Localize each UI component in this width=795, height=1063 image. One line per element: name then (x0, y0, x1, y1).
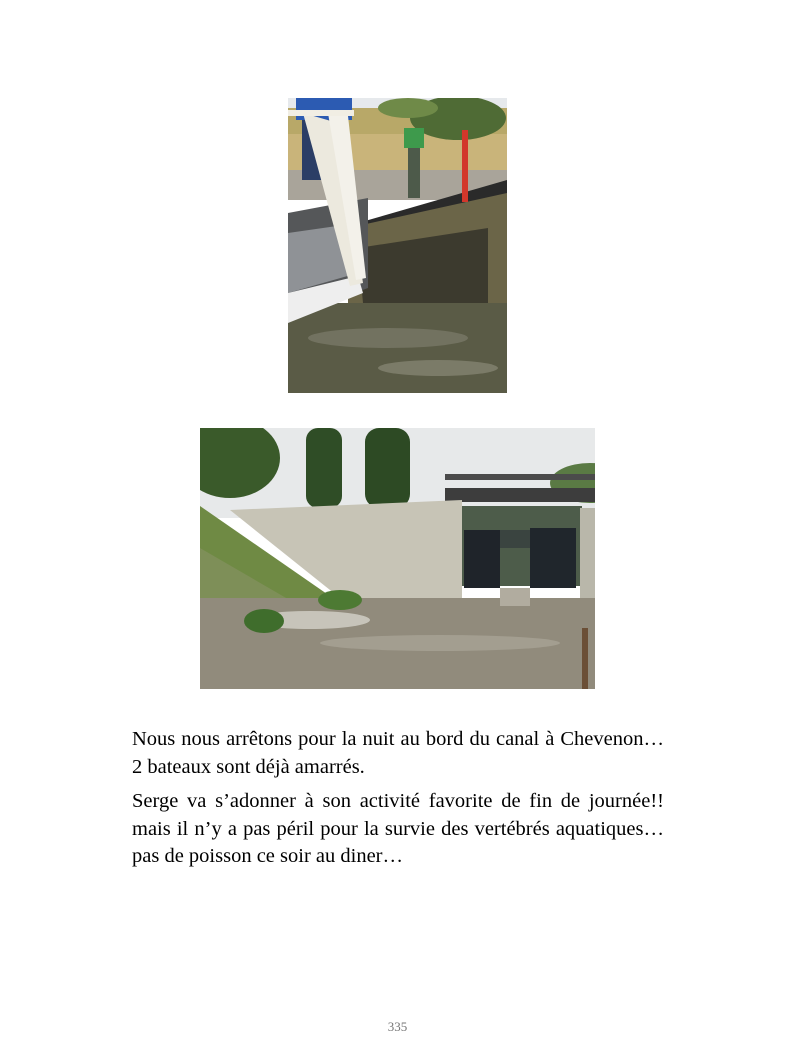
canal-lock-image (200, 428, 595, 689)
page-number: 335 (387, 1019, 408, 1034)
body-text (132, 726, 664, 878)
lock-gate-image (288, 98, 507, 393)
lock-gate-photo (288, 98, 507, 393)
canal-lock-photo (200, 428, 595, 689)
paragraph: Nous nous arrêtons pour la nuit au bord du canal à Chevenon… 2 bateaux sont déjà amarrés. (132, 728, 664, 778)
paragraph: Serge va s’adonner à son activité favorite de fin de journée!! mais il n’y a pas péril pour la survie des vertébrés aquatiques… pas de poisson ce soir au diner… (132, 790, 664, 867)
